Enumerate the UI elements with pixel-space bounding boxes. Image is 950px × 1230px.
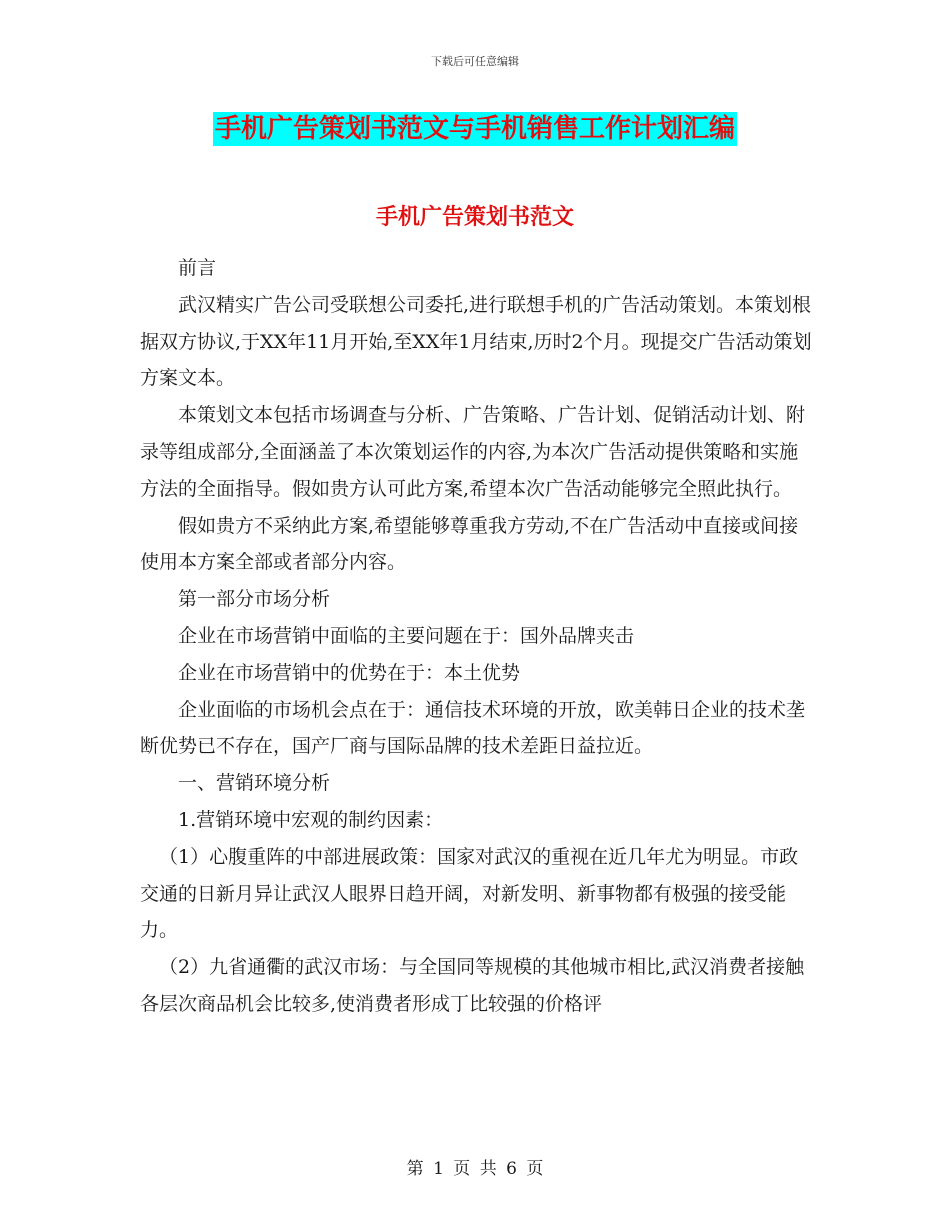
section-title: 手机广告策划书范文 [375, 204, 574, 230]
header-note: 下载后可任意编辑 [431, 55, 519, 68]
paragraph: 企业在市场营销中面临的主要问题在于：国外品牌夹击 [178, 624, 635, 647]
paragraph: 武汉精实广告公司受联想公司委托,进行联想手机的广告活动策划。本策划根据双方协议,于XX年11月开始,至XX年1月结束,历时2个月。现提交广告活动策划方案文本。 [140, 293, 812, 390]
document-title: 手机广告策划书范文与手机销售工作计划汇编 [214, 114, 735, 144]
paragraph: （1）心腹重阵的中部进展政策：国家对武汉的重视在近几年尤为明显。市政交通的日新月异让武汉人眼界日趋开阔，对新发明、新事物都有极强的接受能力。 [140, 845, 799, 942]
document-title-container [0, 112, 950, 146]
paragraph-subheading: 一、营销环境分析 [178, 772, 331, 795]
paragraph-preface: 前言 [178, 257, 217, 279]
paragraph: 企业在市场营销中的优势在于：本土优势 [178, 661, 521, 684]
paragraph: 假如贵方不采纳此方案,希望能够尊重我方劳动,不在广告活动中直接或间接使用本方案全部或者部分内容。 [140, 514, 799, 574]
paragraph: （2）九省通衢的武汉市场：与全国同等规模的其他城市相比,武汉消费者接触各层次商品机会比较多,使消费者形成丁比较强的价格评 [140, 956, 805, 1015]
paragraph: 企业面临的市场机会点在于：通信技术环境的开放，欧美韩日企业的技术垄断优势已不存在，国产厂商与国际品牌的技术差距日益拉近。 [140, 698, 806, 758]
document-body [140, 250, 812, 1023]
paragraph-subheading: 1.营销环境中宏观的制约因素： [178, 808, 444, 831]
paragraph-part-heading: 第一部分市场分析 [178, 588, 331, 611]
paragraph: 本策划文本包括市场调查与分析、广告策略、广告计划、促销活动计划、附录等组成部分,全面涵盖了本次策划运作的内容,为本次广告活动提供策略和实施方法的全面指导。假如贵方认可此方案,希望本次广告活动能够完全照此执行。 [140, 404, 806, 500]
page-footer: 第 1 页 共 6 页 [406, 1159, 544, 1179]
